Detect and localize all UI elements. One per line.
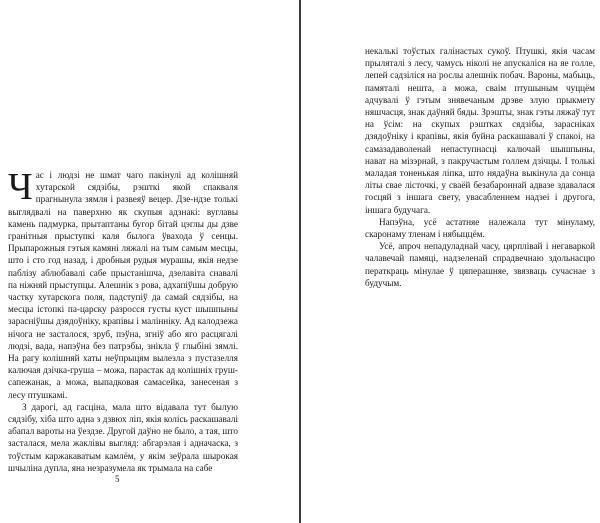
paragraph-4: Напэўна, усё астатняе належала тут мінуламу, скаронаму тленам і нябыццём. (365, 216, 595, 240)
right-page-text (365, 45, 595, 289)
drop-cap: Ч (8, 166, 33, 208)
paragraph-5: Усё, апроч непадуладнай часу, цярплівай і негаваркой чалавечай памяці, надзеленай спрадвечнаю здольнасцю ператкраць мінулае ў цяперашняе, звязваць сучаснае з будучым. (365, 241, 595, 288)
paragraph-2: З дарогі, ад гасціна, мала што відавала тут былую сядзібу, хіба што адна з дзвюх ліп, якія колісь раскашавалі абапал вароты на ўездзе. Другой даўно не было, а тая, што засталася, мела жаклівы выгляд: абгарэлая і адначаска, з тоўстым каржакаватым камлём, у якім зеўрала шырокая шчыліна дупла, яна незразумела як трымала на сабе (8, 401, 238, 473)
paragraph-1 (8, 166, 238, 401)
page-number: 5 (115, 474, 120, 484)
paragraph-3: некалькі тоўстых галінастых сукоў. Птушкі, якія часам прыляталі з лесу, чамусь ніколі не апускаліся на яе голле, лепей садзіліся на рослы алешнік побач. Вароны, мабыць, памяталі нешта, а можа, сваім птушыным чуццём адчувалі ў гэтым знявечаным дрэве злую прыкмету няшчасця, знак даўняй бяды. Зрэшты, знак гэты ляжаў тут на ўсім: на скупых рэштках сядзібы, зарасніках дзядоўніку і крапівы, якія буйна раскашавалі ў спакоі, на самазадаволенай непаступнасці калючай шышпыны, нават на мізэрнай, з пакручастым голлем дзічцы. І толькі маладая тоненькая ліпка, што нядаўна выкінула да сонца літы свае лісточкі, у сваёй безабароннай адвазе здавалася госцяй з іншага свету, увасабленнем надзеі і другога, іншага будучага. (365, 46, 595, 215)
page-gutter (299, 0, 301, 523)
paragraph-1-text: ас і людзі не шмат чаго пакінулі ад колішняй хутарской сядзібы, рэшткі якой спакваля прагнынула зямля і развеяў вецер. Дзе-ндзе толькі выглядвалі на паверхню як скупыя адзнакі: вуглавы камень падмурка, прытаптаны бугор бітай цэглы ды дзве гранітныя прыступкі каля былога ўвахода ў сенцы. Прыпарожныя гэтыя камяні ляжалі на тым самым месцы, што і сто год назад, і дробныя рудыя мурашы, якія недзе паблізу аблюбавалі сабе прыстанішча, дзелавіта снавалі па ніжняй прыступцы. Алешнік з рова, адхапіўшы добрую частку хутарскога поля, падступіў да самай сядзібы, на месцы істопкі па-царску разросся густы куст шышпыны зарасніўшы дзядоўніку, крапівы і маліннікy. Ад калодзежа нічога не засталося, зруб, пэўна, згнiў або яго расцягалі людзі, вада, напэўна без патрэбы, знікла ў глыбіні зямлі. На рагу колішняй хаты неўпрыцям вылезла з пустазелля калючая дзічка-груша – можа, парастак ад колішніх груш-сапежанак, а можа, выпадковая самасейка, занесеная з лесу птушкамі. (8, 170, 238, 400)
left-page-text (8, 166, 238, 474)
